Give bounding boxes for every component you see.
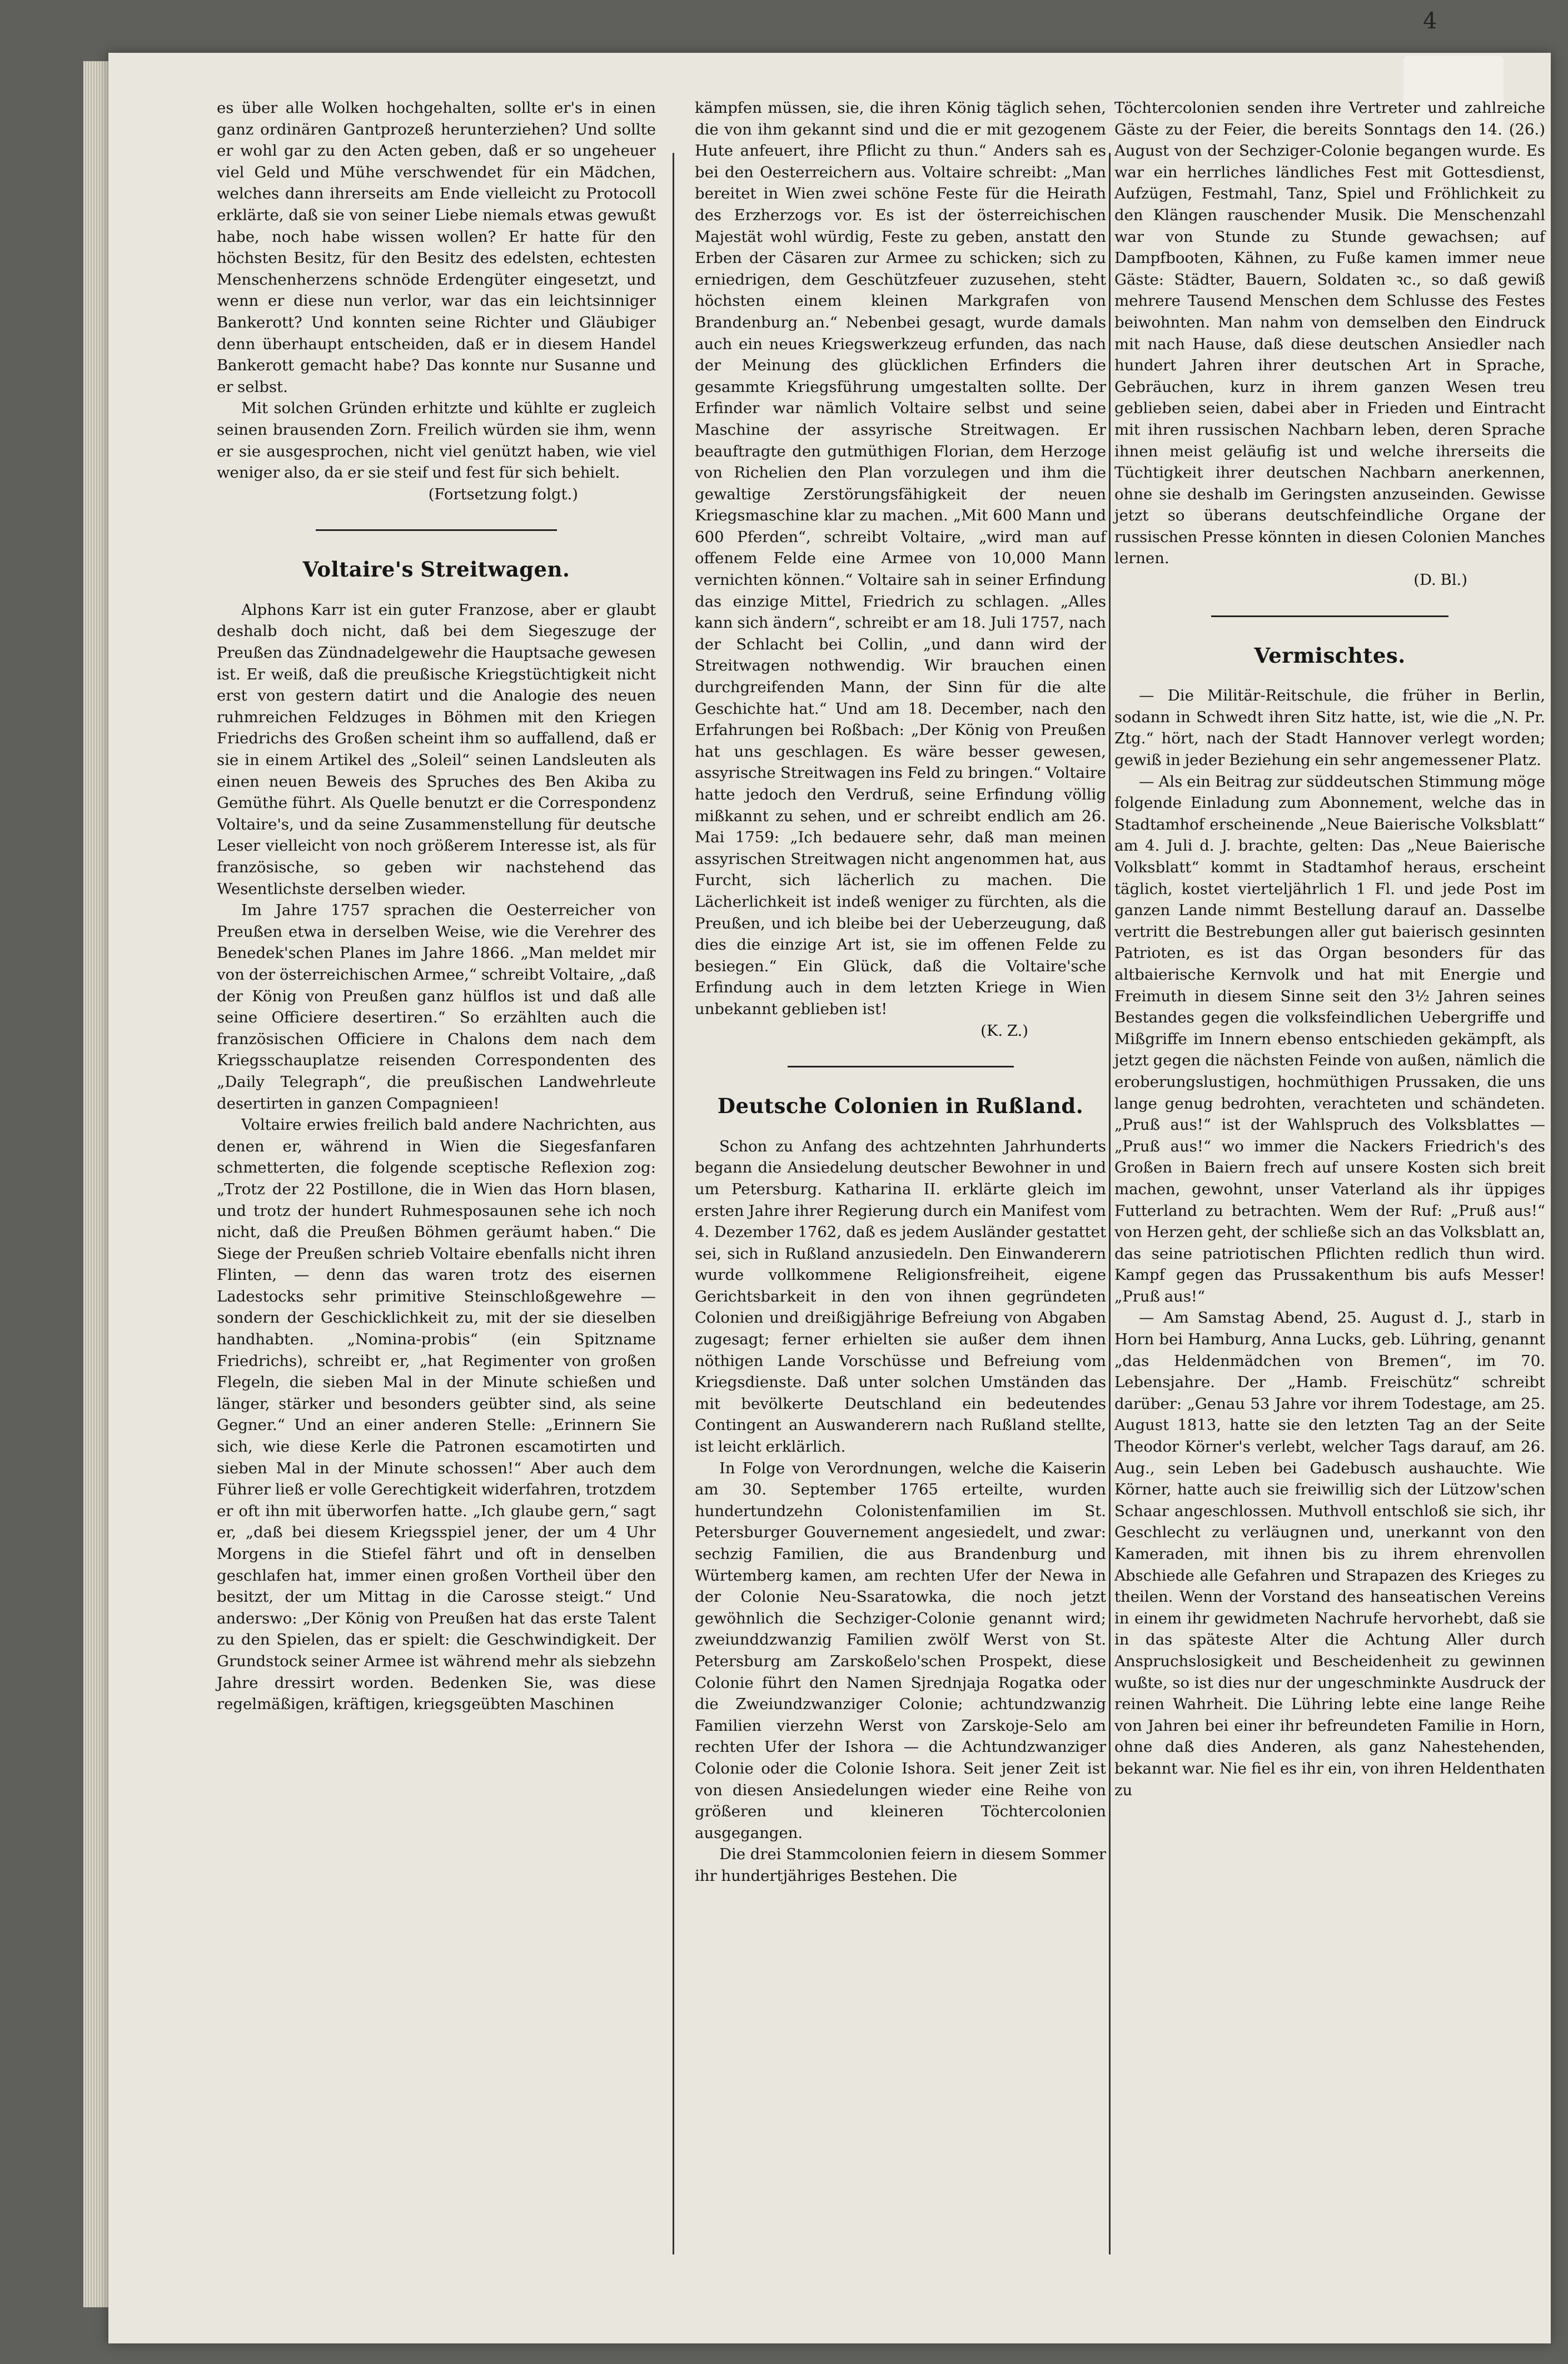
section-divider [316,529,557,531]
misc-item: — Als ein Beitrag zur süddeutschen Stimmung möge folgende Einladung zum Abonnement, welche das in Stadtamhof erscheinende „Neue Baierische Volksblatt“ am 4. Juli d. J. brachte, gelten: Das „Neue Baierische Volksblatt“ kommt in Stadtamhof heraus, erscheint täglich, kostet vierteljährlich 1 Fl. und jede Post im ganzen Lande nimmt Bestellung darauf an. Dasselbe vertritt die Bestrebungen aller gut baierisch gesinnten Patrioten, es ist das Organ besonders für das altbaierische Kernvolk und hat mit Energie und Freimuth in diesem Sinne seit den 3½ Jahren seines Bestandes gegen die volksfeindlichen Uebergriffe und Mißgriffe im Innern ebenso entschieden gekämpft, als jetzt gegen die nächsten Feinde von außen, nämlich die eroberungslustigen, hochmüthigen Prussaken, die uns lange genug bedrohten, verachteten und schändeten. „Pruß aus!“ ist der Wahlspruch des Volksblattes — „Pruß aus!“ wo immer die Nackers Friedrich's des Großen in Baiern frech auf unsere Kosten sich breit machen, gewohnt, unser Vaterland als ihr üppiges Futterland zu betrachten. Wem der Ruf: „Pruß aus!“ von Herzen geht, der schließe sich an das Volksblatt an, das seine patriotischen Pflichten redlich thun wird. Kampf gegen das Prussakenthum bis aufs Messer! „Pruß aus!“ [1114,772,1545,1305]
article-paragraph: Töchtercolonien senden ihre Vertreter und zahlreiche Gäste zu der Feier, die bereits Sonntags den 14. (26.) August von der Sechziger-Colonie begangen wurde. Es war ein herrliches ländliches Fest mit Gottesdienst, Aufzügen, Festmahl, Tanz, Spiel und Fröhlichkeit zu den Klängen rauschender Musik. Die Menschenzahl war von Stunde zu Stunde gewachsen; auf Dampfbooten, Kähnen, zu Fuße kamen immer neue Gäste: Städter, Bauern, Soldaten ꝛc., so daß gewiß mehrere Tausend Menschen dem Schlusse des Festes beiwohnten. Man nahm von demselben den Eindruck mit nach Hause, daß diese deutschen Ansiedler nach hundert Jahren ihrer deutschen Art in Sprache, Gebräuchen, kurz in ihrem ganzen Wesen treu geblieben seien, dabei aber in Frieden und Eintracht mit ihren russischen Nachbarn leben, deren Sprache ihnen meist geläufig ist und welche ihrerseits die Tüchtigkeit ihrer deutschen Nachbarn anerkennen, ohne sie deshalb im Geringsten anzuseinden. Gewisse jetzt so überans deutschfeindliche Organe der russischen Presse könnten in diesen Colonien Manches lernen. [1114,99,1545,568]
article-attribution: (K. Z.) [980,1021,1028,1040]
column-rule-left [673,153,674,2254]
article-heading-colonies: Deutsche Colonien in Rußland. [717,1094,1084,1119]
article-paragraph: In Folge von Verordnungen, welche die Kaiserin am 30. September 1765 erteilte, wurden hundertundzehn Colonistenfamilien im St. Petersburger Gouvernement angesiedelt, und zwar: sechzig Familien, die aus Brandenburg und Würtemberg kamen, am rechten Ufer der Newa in der Colonie Neu-Ssaratowka, die noch jetzt gewöhnlich die Sechziger-Colonie genannt wird; zweiunddzwanzig Familien zwölf Werst von St. Petersburg am Zarskoßelo'schen Prospekt, diese Colonie führt den Namen Sjrednjaja Rogatka oder die Zweiundzwanziger Colonie; achtundzwanzig Familien vierzehn Werst von Zarskoje-Selo am rechten Ufer der Ishora — die Achtundzwanziger Colonie oder die Colonie Ishora. Seit jener Zeit ist von diesen Ansiedelungen wieder eine Reihe von größeren und kleineren Töchtercolonien ausgegangen. [695,1459,1106,1842]
section-divider [1211,615,1448,617]
misc-item: — Die Militär-Reitschule, die früher in Berlin, sodann in Schwedt ihren Sitz hatte, ist, wie die „N. Pr. Ztg.“ hört, nach der Stadt Hannover verlegt worden; gewiß in jeder Beziehung ein sehr angemessener Platz. [1114,687,1545,769]
column-rule-right [1109,153,1111,2254]
article-paragraph: Die drei Stammcolonien feiern in diesem Sommer ihr hundertjähriges Bestehen. Die [695,1845,1106,1885]
column-3 [1114,97,1545,1801]
article-attribution: (D. Bl.) [1413,571,1467,589]
article-paragraph: Schon zu Anfang des achtzehnten Jahrhunderts begann die Ansiedelung deutscher Bewohner in und um Petersburg. Katharina II. erklärte gleich im ersten Jahre ihrer Regierung durch ein Manifest vom 4. Dezember 1762, daß es jedem Ausländer gestattet sei, sich in Rußland anzusiedeln. Den Einwanderern wurde vollkommene Religionsfreiheit, eigene Gerichtsbarkeit in den von ihnen gegründeten Colonien und dreißigjährige Befreiung von Abgaben zugesagt; ferner erhielten sie außer dem ihnen nöthigen Lande Vorschüsse und Befreiung vom Kriegsdienste. Daß unter solchen Umständen das mit bevölkerte Deutschland ein bedeutendes Contingent an Auswanderern nach Rußland stellte, ist leicht erklärlich. [695,1137,1106,1456]
article-paragraph: Alphons Karr ist ein guter Franzose, aber er glaubt deshalb doch nicht, daß bei dem Siegeszuge der Preußen das Zündnadelgewehr die Hauptsache gewesen ist. Er weiß, daß die preußische Kriegstüchtigkeit nicht erst von gestern datirt und die Analogie des neuen ruhmreichen Feldzuges in Böhmen mit den Kriegen Friedrichs des Großen scheint ihm so auffallend, daß er sie in einem Artikel des „Soleil“ seinen Landsleuten als einen neuen Beweis des Spruches des Ben Akiba zu Gemüthe führt. Als Quelle benutzt er die Correspondenz Voltaire's, und da seine Zusammenstellung für deutsche Leser vielleicht von noch größerem Interesse ist, als für französische, so geben wir nachstehend das Wesentlichste derselben wieder. [217,600,656,898]
section-divider [788,1066,1014,1067]
page-number: 4 [1423,8,1437,34]
article-heading-voltaire: Voltaire's Streitwagen. [302,557,570,582]
column-1 [217,97,656,1715]
story-continuation: es über alle Wolken hochgehalten, sollte er's in einen ganz ordinären Gantprozeß herunterziehen? Und sollte er wohl gar zu den Acten geben, daß er so ungeheuer viel Geld und Mühe verschwendet für ein Mädchen, welches dann ihrerseits am Ende vielleicht zu Protocoll erklärte, daß sie von seiner Liebe niemals etwas gewußt habe, noch habe wissen wollen? Er hatte für den höchsten Besitz, für den Besitz des edelsten, echtesten Menschenherzens schnöde Erdengüter eingesetzt, und wenn er diese nun verlor, war das ein leichtsinniger Bankerott? Und konnten seine Richter und Gläubiger denn überhaupt entscheiden, daß er in diesem Handel Bankerott gemacht habe? Das konnte nur Susanne und er selbst. [217,99,656,396]
article-paragraph: Im Jahre 1757 sprachen die Oesterreicher von Preußen etwa in derselben Weise, wie die Verehrer des Benedek'schen Planes im Jahre 1866. „Man meldet mir von der österreichischen Armee,“ schreibt Voltaire, „daß der König von Preußen ganz hülflos ist und daß alle seine Officiere desertiren.“ So erzählten auch die französischen Officiere in Chalons dem nach dem Kriegsschauplatze reisenden Correspondenten des „Daily Telegraph“, die preußischen Landwehrleute desertirten in ganzen Compagnieen! [217,901,656,1113]
book-page-edges [83,61,110,2307]
misc-item: — Am Samstag Abend, 25. August d. J., starb in Horn bei Hamburg, Anna Lucks, geb. Lühring, genannt „das Heldenmädchen von Bremen“, im 70. Lebensjahre. Der „Hamb. Freischütz“ schreibt darüber: „Genau 53 Jahre vor ihrem Todestage, am 25. August 1813, hatte sie den letzten Tag an der Seite Theodor Körner's verlebt, welcher Tags darauf, am 26. Aug., sein Leben bei Gadebusch aushauchte. Wie Körner, hatte auch sie freiwillig sich der Lützow'schen Schaar angeschlossen. Muthvoll entschloß sie sich, ihr Geschlecht zu verläugnen und, unerkannt von den Kameraden, mit ihnen bis zu ihrem ehrenvollen Abschiede alle Gefahren und Strapazen des Krieges zu theilen. Wenn der Vorstand des hanseatischen Vereins in einem ihr gewidmeten Nachrufe hervorhebt, daß sie in das späteste Alter die Achtung Aller durch Anspruchslosigkeit und Bescheidenheit zu gewinnen wußte, so ist dies nur der ungeschminkte Ausdruck der reinen Wahrheit. Die Lühring lebte eine lange Reihe von Jahren bei einer ihr befreundeten Familie in Horn, ohne daß dies Anderen, als ganz Nahestehenden, bekannt war. Nie fiel es ihr ein, von ihren Heldenthaten zu [1114,1309,1545,1799]
story-continuation-2: Mit solchen Gründen erhitzte und kühlte er zugleich seinen brausenden Zorn. Freilich würden sie ihm, wenn er sie ausgesprochen, nicht viel genützt haben, wie viel weniger also, da er sie steif und fest für sich behielt. [217,399,656,482]
article-paragraph: Voltaire erwies freilich bald andere Nachrichten, aus denen er, während in Wien die Siegesfanfaren schmetterten, die folgende sceptische Reflexion zog: „Trotz der 22 Postillone, die in Wien das Horn blasen, und trotz der hundert Ruhmesposaunen sehe ich noch nicht, daß die Preußen Böhmen geräumt haben.“ Die Siege der Preußen schrieb Voltaire ebenfalls nicht ihren Flinten, — denn das waren trotz des eisernen Ladestocks sehr primitive Steinschloßgewehre — sondern der Geschicklichkeit zu, mit der sie dieselben handhabten. „Nomina-probis“ (ein Spitzname Friedrichs), schreibt er, „hat Regimenter von großen Flegeln, die sieben Mal in der Minute schießen und länger, stärker und besonders geübter sind, als seine Gegner.“ Und an einer anderen Stelle: „Erinnern Sie sich, wie diese Kerle die Patronen escamotirten und sieben Mal in der Minute schossen!“ Aber auch dem Führer ließ er volle Gerechtigkeit widerfahren, trotzdem er oft ihn mit überworfen hatte. „Ich glaube gern,“ sagt er, „daß bei diesem Kriegsspiel jener, der um 4 Uhr Morgens in die Stiefel fährt und oft in denselben geschlafen hat, immer einen großen Vortheil über den besitzt, der um Mittag in die Carosse steigt.“ Und anderswo: „Der König von Preußen hat das erste Talent zu den Spielen, das er spielt: die Geschwindigkeit. Der Grundstock seiner Armee ist während mehr als siebzehn Jahre dressirt worden. Bedenken Sie, was diese regelmäßigen, kräftigen, kriegsgeübten Maschinen [217,1116,656,1714]
column-2 [695,97,1106,1887]
article-paragraph: kämpfen müssen, sie, die ihren König täglich sehen, die von ihm gekannt sind und die er mit gezogenem Hute anfeuert, ihre Pflicht zu thun.“ Anders sah es bei den Oesterreichern aus. Voltaire schreibt: „Man bereitet in Wien zwei schöne Feste für die Heirath des Erzherzogs vor. Es ist der österreichischen Majestät wohl würdig, Feste zu geben, anstatt den Erben der Cäsaren zur Armee zu schicken; sich zu erniedrigen, dem Geschützfeuer zuzusehen, steht höchsten einem kleinen Markgrafen von Brandenburg an.“ Nebenbei gesagt, wurde damals auch ein neues Kriegswerkzeug erfunden, das nach der Meinung des glücklichen Erfinders die gesammte Kriegsführung umgestalten sollte. Der Erfinder war nämlich Voltaire selbst und seine Maschine der assyrische Streitwagen. Er beauftragte den gutmüthigen Florian, dem Herzoge von Richelien den Plan vorzulegen und ihm die gewaltige Zerstörungsfähigkeit der neuen Kriegsmaschine klar zu machen. „Mit 600 Mann und 600 Pferden“, schreibt Voltaire, „wird man auf offenem Felde eine Armee von 10,000 Mann vernichten können.“ Voltaire sah in seiner Erfindung das einzige Mittel, Friedrich zu schlagen. „Alles kann sich ändern“, schreibt er am 18. Juli 1757, nach der Schlacht bei Collin, „und dann wird der Streitwagen nothwendig. Wir brauchen einen durchgreifenden Mann, der Sinn für die alte Geschichte hat.“ Und am 18. December, nach den Erfahrungen bei Roßbach: „Der König von Preußen hat uns geschlagen. Es wäre besser gewesen, assyrische Streitwagen ins Feld zu bringen.“ Voltaire hatte jedoch den Verdruß, seine Erfindung völlig mißkannt zu sehen, und er schreibt endlich am 26. Mai 1759: „Ich bedauere sehr, daß man meinen assyrischen Streitwagen nicht angenommen hat, aus Furcht, sich lächerlich zu machen. Die Lächerlichkeit ist indeß weniger zu fürchten, als die Preußen, und ich bleibe bei der Ueberzeugung, daß dies die einzige Art ist, sie im offenen Felde zu besiegen.“ Ein Glück, daß die Voltaire'sche Erfindung auch in dem letzten Kriege in Wien unbekannt geblieben ist! [695,99,1106,1018]
continued-note: (Fortsetzung folgt.) [428,485,578,503]
article-heading-misc: Vermischtes. [1254,643,1406,668]
